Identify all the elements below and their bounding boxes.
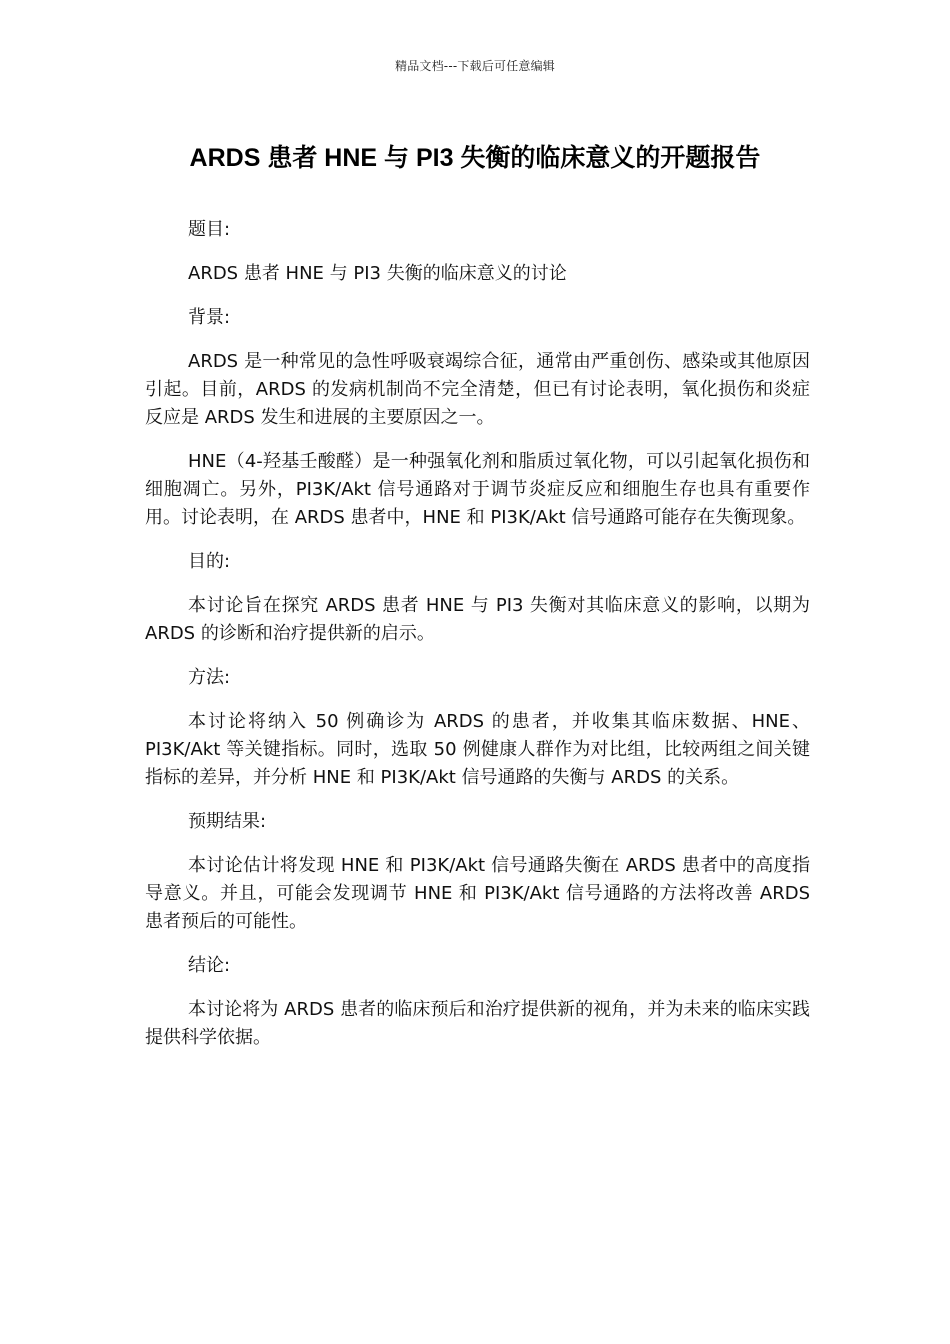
document-title: ARDS 患者 HNE 与 PI3 失衡的临床意义的开题报告 [189,144,761,172]
paragraph: ARDS 是一种常见的急性呼吸衰竭综合征，通常由严重创伤、感染或其他原因引起。目前，ARDS 的发病机制尚不完全清楚，但已有讨论表明，氧化损伤和炎症反应是 ARDS 发生和进展的主要原因之一。 [145,351,810,428]
paragraph: 本讨论将为 ARDS 患者的临床预后和治疗提供新的视角，并为未来的临床实践提供科学依据。 [145,999,810,1048]
section-topic [145,216,810,288]
document-body [145,216,810,1068]
section-expected-results [145,808,810,936]
page-header-note: 精品文档---下载后可任意编辑 [395,59,555,73]
paragraph: 本讨论将纳入 50 例确诊为 ARDS 的患者，并收集其临床数据、HNE、PI3K/Akt 等关键指标。同时，选取 50 例健康人群作为对比组，比较两组之间关键指标的差异，并分析 HNE 和 PI3K/Akt 信号通路的失衡与 ARDS 的关系。 [145,711,810,788]
section-method [145,664,810,792]
section-heading: 题目: [188,219,231,240]
paragraph: ARDS 患者 HNE 与 PI3 失衡的临床意义的讨论 [188,263,567,284]
section-background [145,304,810,532]
section-heading: 预期结果: [188,811,267,832]
section-conclusion [145,952,810,1052]
section-purpose [145,548,810,648]
section-heading: 目的: [188,551,231,572]
section-heading: 背景: [188,307,231,328]
section-heading: 方法: [188,667,231,688]
section-heading: 结论: [188,955,231,976]
paragraph: 本讨论估计将发现 HNE 和 PI3K/Akt 信号通路失衡在 ARDS 患者中的高度指导意义。并且，可能会发现调节 HNE 和 PI3K/Akt 信号通路的方法将改善 ARDS 患者预后的可能性。 [145,855,810,932]
paragraph: 本讨论旨在探究 ARDS 患者 HNE 与 PI3 失衡对其临床意义的影响，以期为 ARDS 的诊断和治疗提供新的启示。 [145,595,810,644]
paragraph: HNE（4-羟基壬酸醛）是一种强氧化剂和脂质过氧化物，可以引起氧化损伤和细胞凋亡。另外，PI3K/Akt 信号通路对于调节炎症反应和细胞生存也具有重要作用。讨论表明，在 ARDS 患者中，HNE 和 PI3K/Akt 信号通路可能存在失衡现象。 [145,451,810,528]
